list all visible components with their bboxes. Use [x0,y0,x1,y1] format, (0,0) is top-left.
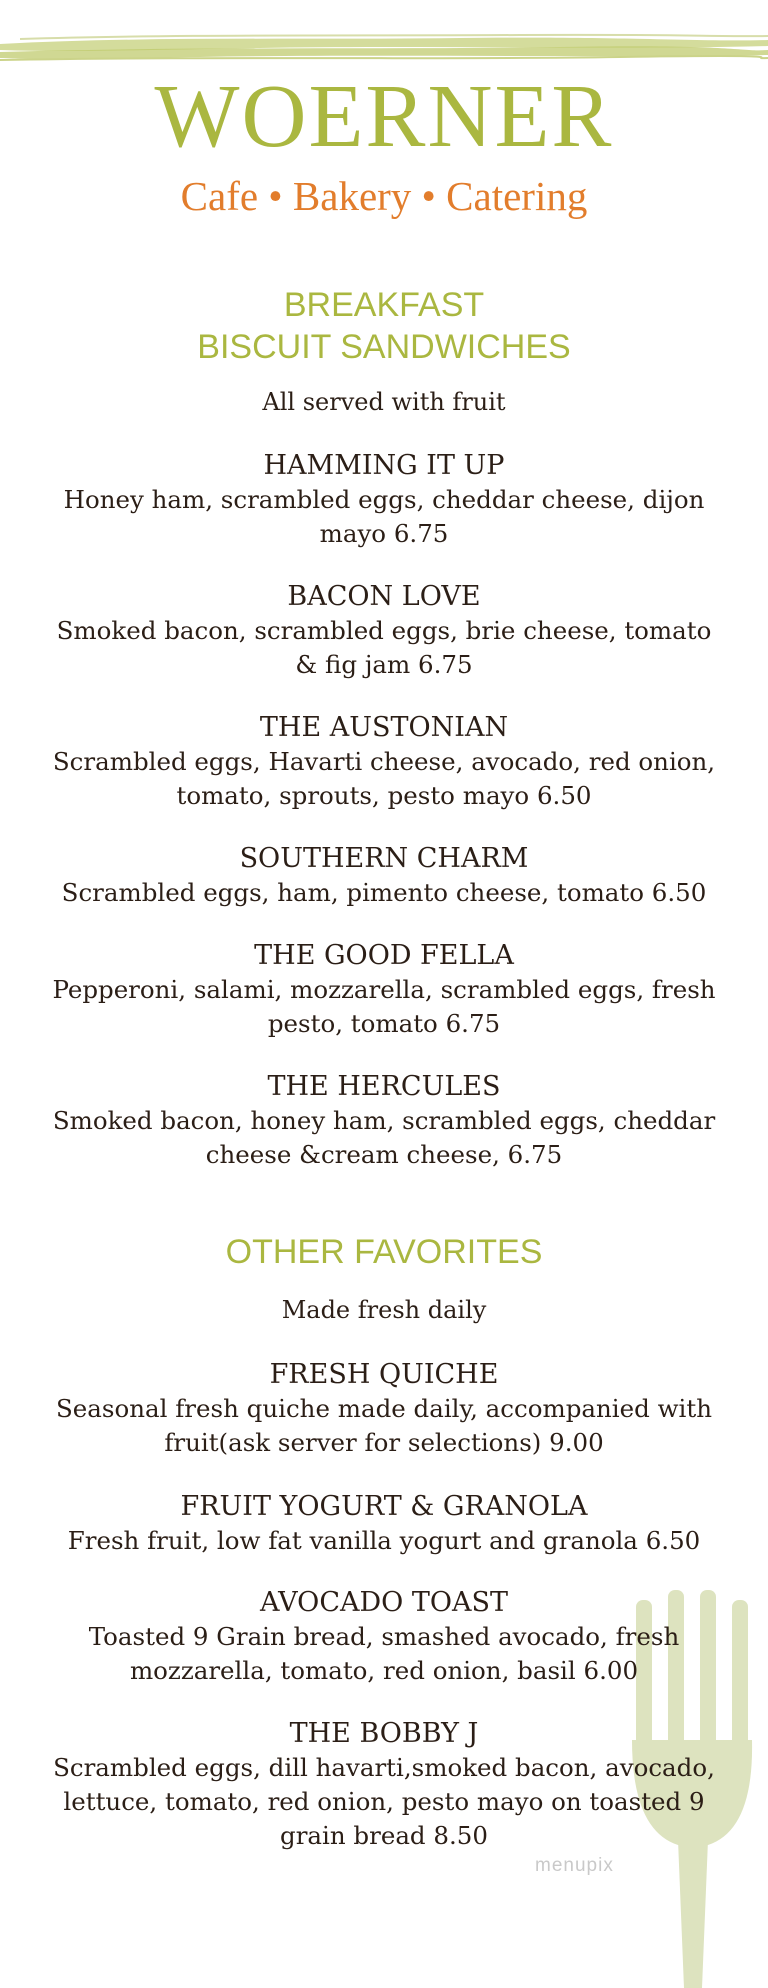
menu-item-desc-line: mayo 6.75 [319,519,449,548]
section-title-line: BREAKFAST [283,286,485,324]
menu-item-name: THE HERCULES [267,1071,501,1102]
menu-item-the-bobby-j [40,1717,728,1853]
menu-item-name: FRUIT YOGURT & GRANOLA [180,1491,588,1522]
menu-item-desc-line: Pepperoni, salami, mozzarella, scrambled eggs, fresh [52,975,716,1004]
menu-item-desc-line: Scrambled eggs, ham, pimento cheese, tomato 6.50 [61,878,707,907]
menu-item-the-austonian [40,711,728,813]
menu-item-fruit-yogurt-granola [40,1490,728,1558]
brush-stroke-decoration [0,30,768,70]
menu-item-desc-line: tomato, sprouts, pesto mayo 6.50 [176,781,592,810]
section-title-favorites: OTHER FAVORITES [225,1233,543,1271]
section-title-breakfast [0,284,768,368]
menu-item-name: HAMMING IT UP [263,450,505,481]
menu-item-name: AVOCADO TOAST [260,1587,508,1618]
menu-item-bacon-love [40,580,728,682]
section-title-line: BISCUIT SANDWICHES [197,328,571,366]
menu-item-desc-line: & fig jam 6.75 [295,650,473,679]
menu-item-name: THE GOOD FELLA [254,940,514,971]
menu-item-fresh-quiche [40,1358,728,1460]
menu-item-desc-line: Scrambled eggs, dill havarti,smoked bacon, avocado, [53,1753,715,1782]
menu-item-name: THE BOBBY J [289,1718,479,1749]
menu-item-desc-line: cheese &cream cheese, 6.75 [205,1140,563,1169]
section-note-breakfast: All served with fruit [262,388,506,416]
menu-item-desc-line: Smoked bacon, scrambled eggs, brie cheese, tomato [56,616,712,645]
section-note-favorites: Made fresh daily [281,1296,487,1324]
menu-item-desc-line: fruit(ask server for selections) 9.00 [164,1428,604,1457]
menu-item-avocado-toast [40,1586,728,1688]
watermark: menupix [535,1855,614,1876]
menu-item-desc-line: pesto, tomato 6.75 [267,1009,501,1038]
menu-item-name: FRESH QUICHE [269,1359,499,1390]
menu-item-name: THE AUSTONIAN [259,712,509,743]
menu-item-desc-line: lettuce, tomato, red onion, pesto mayo on toasted 9 [63,1787,705,1816]
menu-item-desc-line: Scrambled eggs, Havarti cheese, avocado, red onion, [52,747,716,776]
menu-item-hamming-it-up [40,449,728,551]
menu-item-name: BACON LOVE [287,581,481,612]
brand-title: WOERNER [154,67,614,166]
menu-item-desc-line: Seasonal fresh quiche made daily, accompanied with [56,1394,712,1423]
menu-item-the-good-fella [40,939,728,1041]
menu-item-name: SOUTHERN CHARM [239,843,529,874]
menu-item-desc-line: mozzarella, tomato, red onion, basil 6.00 [129,1656,639,1685]
menu-item-desc-line: Toasted 9 Grain bread, smashed avocado, fresh [88,1622,680,1651]
brand-tagline: Cafe • Bakery • Catering [180,173,588,219]
menu-item-southern-charm [40,842,728,910]
menu-item-the-hercules [40,1070,728,1172]
menu-item-desc-line: Honey ham, scrambled eggs, cheddar cheese, dijon [63,485,705,514]
menu-item-desc-line: Smoked bacon, honey ham, scrambled eggs, cheddar [52,1106,716,1135]
menu-item-desc-line: grain bread 8.50 [280,1821,488,1850]
menu-item-desc-line: Fresh fruit, low fat vanilla yogurt and granola 6.50 [67,1526,701,1555]
